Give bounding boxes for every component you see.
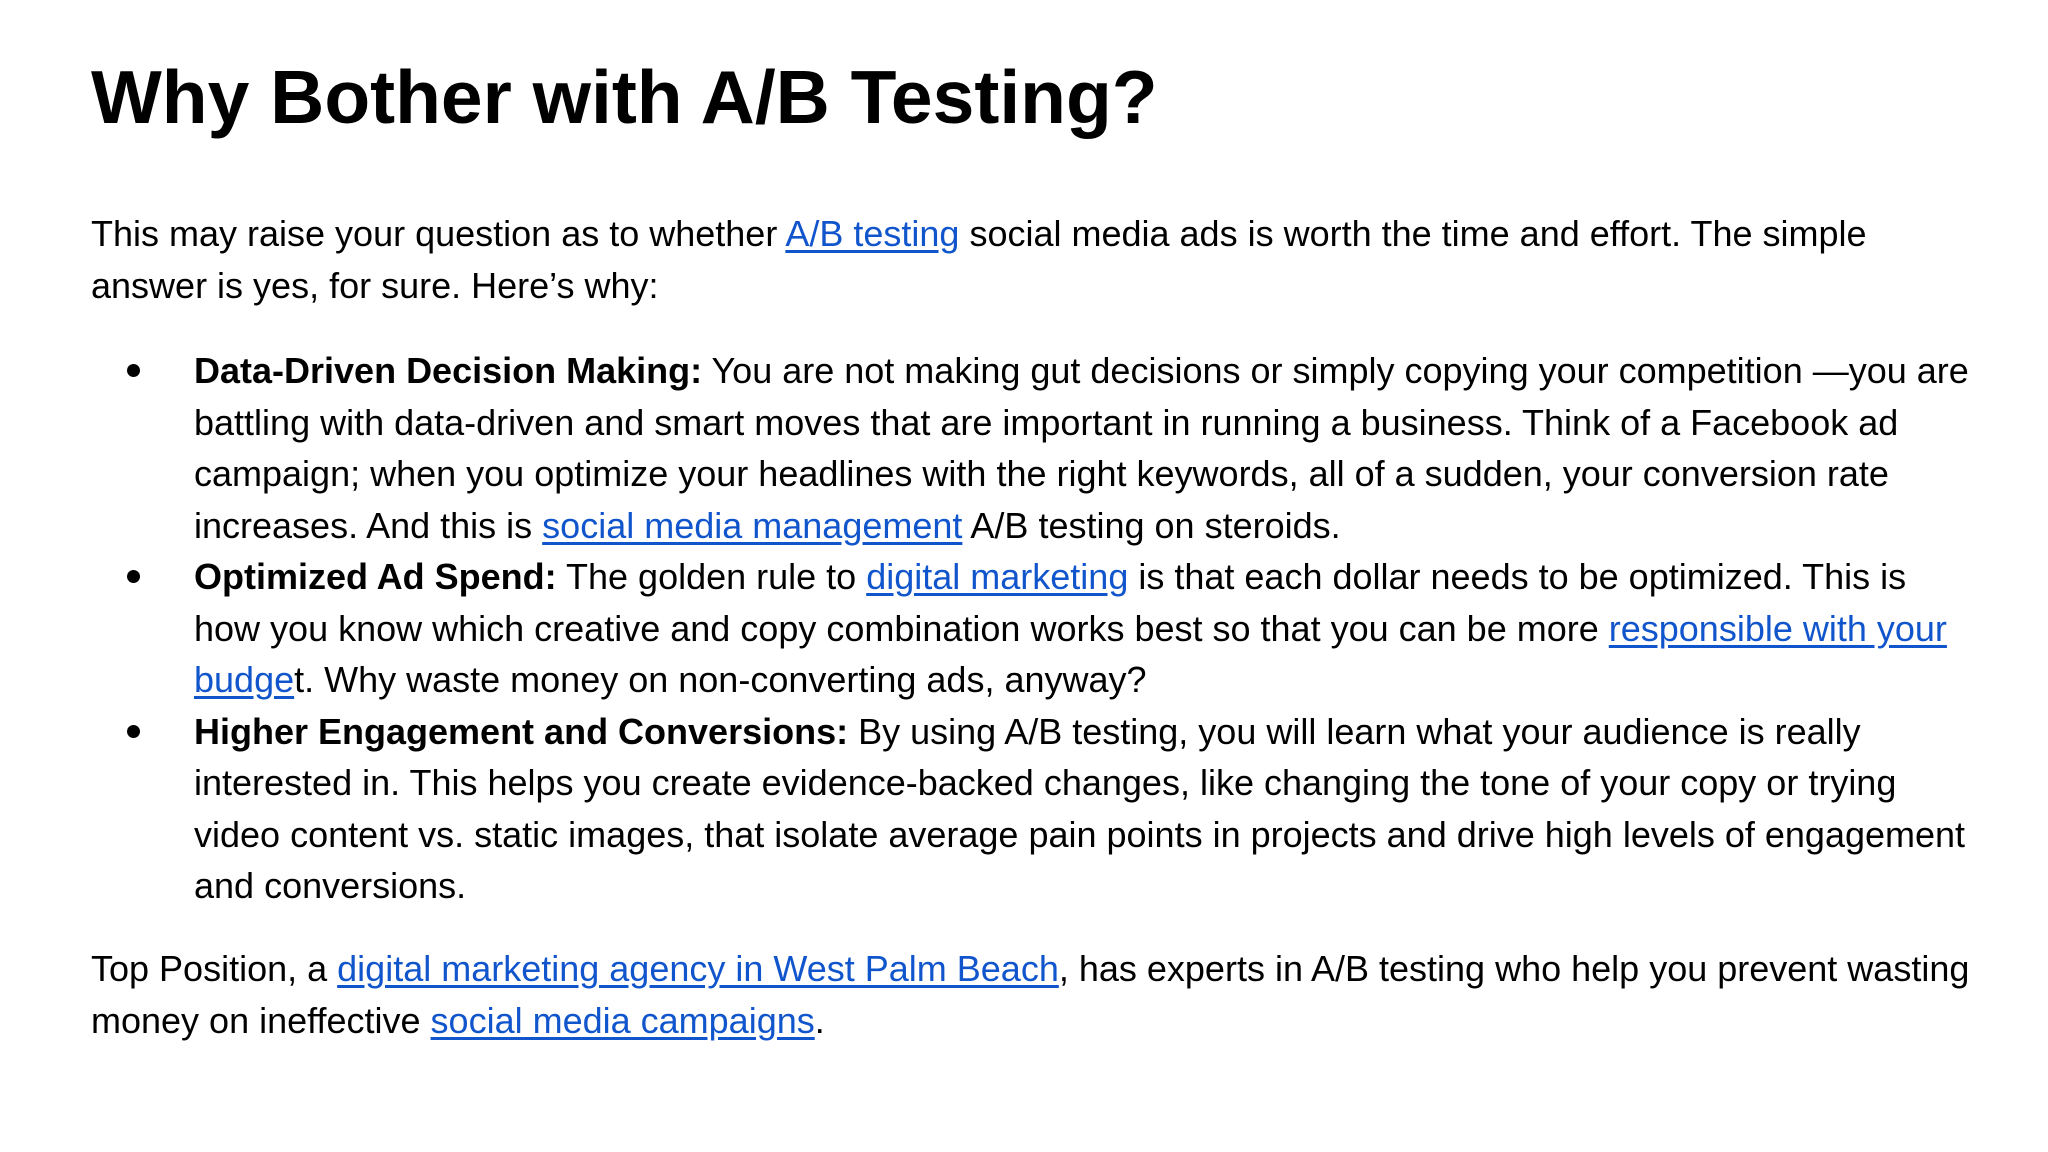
list-item-text — [194, 706, 1971, 912]
intro-paragraph — [91, 208, 1991, 311]
list-item-ad-spend — [91, 551, 1971, 706]
list-item-body-mid: is that each dollar needs to be optimized. This is how you know which creative and copy combination works best so that you can be more — [194, 556, 1907, 649]
responsible-budget-link[interactable]: responsible with your budge — [194, 607, 1947, 700]
list-item-body: By using A/B testing, you will learn what your audience is really interested in. This helps you create evidence-backed changes, like changing the tone of your copy or trying video content vs. static images, that isolate average pain points in projects and drive high levels of engagement and conversions. — [194, 710, 1966, 906]
bullet-icon — [127, 570, 140, 583]
closing-text-start: Top Position, a — [91, 948, 338, 989]
digital-marketing-link[interactable]: digital marketing — [866, 556, 1129, 597]
list-item-body-end: A/B testing on steroids. — [962, 504, 1341, 546]
list-item-text — [194, 551, 1971, 706]
list-item-heading: Optimized Ad Spend: — [194, 556, 557, 597]
list-item-text — [194, 345, 1971, 551]
closing-text-end: . — [814, 999, 825, 1041]
intro-text-end: social media ads is worth the time and effort. The simple answer is yes, for sure. Here’s why: — [91, 213, 1867, 306]
ab-testing-link[interactable]: A/B testing — [785, 213, 960, 254]
list-item-body: You are not making gut decisions or simply copying your competition —you are battling with data-driven and smart moves that are important in running a business. Think of a Facebook ad campaign; when you optimize your headlines with the right keywords, all of a sudden, your conversion rate increases. And this is — [194, 350, 1969, 546]
social-media-management-link[interactable]: social media management — [542, 504, 963, 546]
list-item-heading: Higher Engagement and Conversions: — [194, 710, 849, 752]
page-title: Why Bother with A/B Testing? — [91, 55, 1158, 139]
bullet-icon — [127, 725, 140, 738]
bullet-icon — [127, 364, 140, 377]
list-item-data-driven — [91, 345, 1971, 551]
list-item-engagement — [91, 706, 1971, 912]
closing-text-mid: , has experts in A/B testing who help you prevent wasting money on ineffective — [91, 948, 1970, 1041]
list-item-heading: Data-Driven Decision Making: — [194, 350, 703, 391]
list-item-body-end: t. Why waste money on non-converting ads, anyway? — [294, 659, 1147, 700]
closing-paragraph — [91, 943, 1991, 1046]
list-item-body: The golden rule to — [556, 556, 867, 597]
social-media-campaigns-link[interactable]: social media campaigns — [430, 999, 815, 1041]
agency-west-palm-beach-link[interactable]: digital marketing agency in West Palm Beach — [337, 948, 1059, 989]
intro-text-start: This may raise your question as to whether — [91, 213, 786, 254]
reasons-list — [91, 345, 1991, 912]
